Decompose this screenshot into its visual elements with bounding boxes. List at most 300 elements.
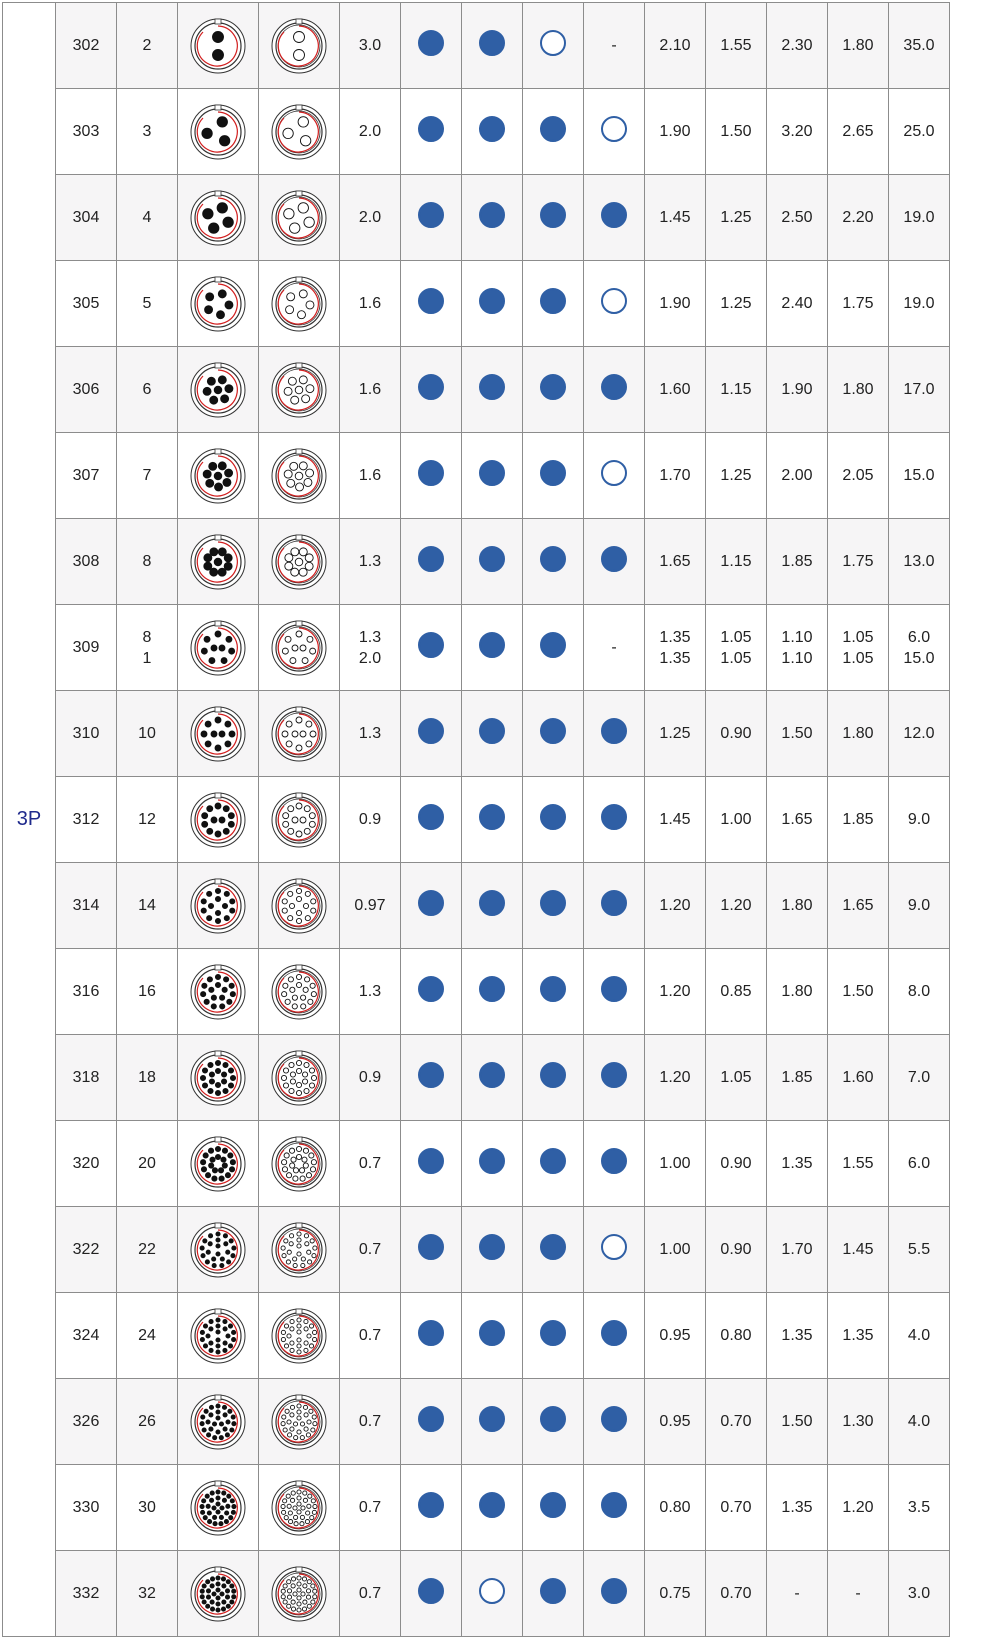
dim4-cell-value: 1.65 (842, 897, 874, 914)
male-layout-cell (178, 863, 259, 949)
contacts-cell (117, 261, 178, 347)
filled-circle-icon (479, 546, 505, 572)
table-row (3, 605, 950, 691)
table-row (3, 1207, 950, 1293)
filled-circle-icon (479, 1406, 505, 1432)
dim3-cell-value: 1.10 (781, 649, 813, 667)
dim5-cell (889, 347, 950, 433)
dim2-cell (706, 1121, 767, 1207)
dim1-cell (645, 347, 706, 433)
dim4-cell (828, 1035, 889, 1121)
dim5-cell (889, 1379, 950, 1465)
table-row (3, 347, 950, 433)
contact-size-cell-value: 0.9 (358, 811, 382, 828)
availability-cell-3 (523, 1121, 584, 1207)
dim3-cell-value: 3.20 (781, 123, 813, 140)
dim4-cell-value: 2.20 (842, 209, 874, 226)
availability-cell-2 (462, 1551, 523, 1637)
filled-circle-icon (601, 976, 627, 1002)
female-insert-icon (270, 791, 328, 849)
female-layout-cell (259, 1551, 340, 1637)
availability-cell-3 (523, 89, 584, 175)
female-insert-icon (270, 877, 328, 935)
dim5-cell-value: 12.0 (903, 725, 935, 742)
dim4-cell-value: 1.35 (842, 1327, 874, 1344)
dim1-cell (645, 1121, 706, 1207)
female-layout-cell (259, 519, 340, 605)
availability-cell-1 (401, 519, 462, 605)
dim5-cell (889, 261, 950, 347)
dim2-cell (706, 347, 767, 433)
male-layout-cell (178, 261, 259, 347)
dim5-cell-value: 13.0 (903, 553, 935, 570)
contact-size-cell (340, 605, 401, 691)
dim2-cell-value: 1.00 (720, 811, 752, 828)
female-insert-icon (270, 103, 328, 161)
female-layout-cell (259, 347, 340, 433)
availability-cell-2 (462, 175, 523, 261)
contact-size-cell (340, 949, 401, 1035)
male-layout-cell (178, 1035, 259, 1121)
model-cell (56, 519, 117, 605)
dim3-cell-value: 1.70 (781, 1241, 813, 1258)
filled-circle-icon (540, 116, 566, 142)
male-layout-cell (178, 605, 259, 691)
male-insert-icon (189, 1221, 247, 1279)
filled-circle-icon (479, 890, 505, 916)
contacts-cell-value: 2 (142, 37, 152, 54)
dim4-cell-value: 1.85 (842, 811, 874, 828)
dim2-cell-value: 0.85 (720, 983, 752, 1000)
model-cell-value: 306 (72, 381, 100, 398)
dim3-cell-value: - (794, 1585, 800, 1602)
model-cell (56, 89, 117, 175)
dim5-cell-value: 25.0 (903, 123, 935, 140)
contact-size-cell-value: 1.6 (358, 381, 382, 398)
contact-size-cell-value: 1.6 (358, 295, 382, 312)
dim2-cell-value: 0.70 (720, 1585, 752, 1602)
filled-circle-icon (601, 1578, 627, 1604)
filled-circle-icon (540, 546, 566, 572)
male-insert-icon (189, 103, 247, 161)
female-layout-cell (259, 777, 340, 863)
filled-circle-icon (418, 1148, 444, 1174)
dim3-cell (767, 519, 828, 605)
dim3-cell-value: 2.30 (781, 37, 813, 54)
availability-cell-4 (584, 691, 645, 777)
male-layout-cell (178, 1293, 259, 1379)
dim2-cell (706, 519, 767, 605)
male-layout-cell (178, 175, 259, 261)
dim3-cell (767, 261, 828, 347)
contacts-cell-value: 3 (142, 123, 152, 140)
model-cell-value: 320 (72, 1155, 100, 1172)
female-insert-icon (270, 1479, 328, 1537)
dim4-cell (828, 89, 889, 175)
contact-size-cell-value: 2.0 (358, 209, 382, 226)
availability-cell-2 (462, 605, 523, 691)
dim3-cell (767, 3, 828, 89)
contacts-cell (117, 1465, 178, 1551)
contact-size-cell-value: 1.3 (358, 628, 382, 646)
dim3-cell (767, 1121, 828, 1207)
dim3-cell (767, 691, 828, 777)
filled-circle-icon (418, 1492, 444, 1518)
filled-circle-icon (601, 202, 627, 228)
dim5-cell-value: 17.0 (903, 381, 935, 398)
availability-cell-4 (584, 863, 645, 949)
availability-cell-2 (462, 777, 523, 863)
filled-circle-icon (540, 1406, 566, 1432)
table-row (3, 1035, 950, 1121)
filled-circle-icon (479, 1320, 505, 1346)
female-insert-icon (270, 275, 328, 333)
dim4-cell-value: 1.75 (842, 295, 874, 312)
model-cell-value: 316 (72, 983, 100, 1000)
dim4-cell (828, 261, 889, 347)
dim1-cell (645, 175, 706, 261)
dim4-cell-value: 1.80 (842, 725, 874, 742)
dim5-cell-value: 6.0 (907, 1155, 931, 1172)
dim2-cell (706, 3, 767, 89)
contact-size-cell (340, 89, 401, 175)
model-cell (56, 1035, 117, 1121)
availability-cell-4 (584, 1379, 645, 1465)
dim1-cell-value: 1.20 (659, 1069, 691, 1086)
dim4-cell (828, 433, 889, 519)
dim5-cell (889, 1551, 950, 1637)
dim2-cell-value: 1.25 (720, 467, 752, 484)
dim1-cell-value: 1.45 (659, 209, 691, 226)
filled-circle-icon (479, 288, 505, 314)
model-cell-value: 324 (72, 1327, 100, 1344)
availability-cell-3 (523, 433, 584, 519)
table-row (3, 519, 950, 605)
availability-cell-4 (584, 175, 645, 261)
model-cell (56, 1465, 117, 1551)
dim2-cell (706, 691, 767, 777)
contact-size-cell (340, 691, 401, 777)
table-row (3, 1293, 950, 1379)
contact-size-cell-value: 0.7 (358, 1327, 382, 1344)
contact-size-cell (340, 1035, 401, 1121)
dim4-cell-value: 1.80 (842, 37, 874, 54)
dim4-cell-value: 1.75 (842, 553, 874, 570)
contact-size-cell (340, 1293, 401, 1379)
availability-cell-1 (401, 605, 462, 691)
availability-cell-2 (462, 1207, 523, 1293)
filled-circle-icon (601, 374, 627, 400)
dim2-cell-value: 1.05 (720, 649, 752, 667)
dim1-cell (645, 777, 706, 863)
dim1-cell (645, 1379, 706, 1465)
contacts-cell (117, 605, 178, 691)
contacts-cell-value: 24 (138, 1327, 156, 1344)
contact-size-cell (340, 1121, 401, 1207)
contact-size-cell (340, 1551, 401, 1637)
dim5-cell-value: 4.0 (907, 1413, 931, 1430)
male-insert-icon (189, 447, 247, 505)
availability-cell-1 (401, 347, 462, 433)
filled-circle-icon (418, 202, 444, 228)
female-layout-cell (259, 261, 340, 347)
model-cell-value: 309 (72, 639, 100, 656)
contacts-cell (117, 1207, 178, 1293)
model-cell-value: 314 (72, 897, 100, 914)
model-cell-value: 305 (72, 295, 100, 312)
filled-circle-icon (418, 30, 444, 56)
female-layout-cell (259, 1293, 340, 1379)
contact-size-cell-value: 0.9 (358, 1069, 382, 1086)
model-cell (56, 1207, 117, 1293)
male-insert-icon (189, 619, 247, 677)
contacts-cell (117, 1035, 178, 1121)
availability-cell-1 (401, 863, 462, 949)
contact-size-cell (340, 433, 401, 519)
contacts-cell (117, 519, 178, 605)
female-layout-cell (259, 1207, 340, 1293)
dim5-cell (889, 1293, 950, 1379)
availability-cell-4 (584, 261, 645, 347)
female-layout-cell (259, 1121, 340, 1207)
table-row (3, 433, 950, 519)
availability-cell-3 (523, 691, 584, 777)
model-cell-value: 308 (72, 553, 100, 570)
dim1-cell-value: 1.90 (659, 123, 691, 140)
dim2-cell (706, 1207, 767, 1293)
dim5-cell-value: 8.0 (907, 983, 931, 1000)
male-insert-icon (189, 1307, 247, 1365)
dim5-cell (889, 605, 950, 691)
dim5-cell-value: 3.5 (907, 1499, 931, 1516)
dim4-cell-value: 2.65 (842, 123, 874, 140)
dim1-cell-value: 1.70 (659, 467, 691, 484)
contacts-cell (117, 89, 178, 175)
contacts-cell (117, 433, 178, 519)
availability-cell-2 (462, 1035, 523, 1121)
availability-cell-4 (584, 3, 645, 89)
filled-circle-icon (540, 804, 566, 830)
male-insert-icon (189, 705, 247, 763)
dim4-cell-value: 2.05 (842, 467, 874, 484)
dim4-cell (828, 1465, 889, 1551)
male-insert-icon (189, 1479, 247, 1537)
dim4-cell-value: 1.45 (842, 1241, 874, 1258)
dim5-cell-value: 5.5 (907, 1241, 931, 1258)
dim1-cell-value: 0.75 (659, 1585, 691, 1602)
availability-cell-4 (584, 519, 645, 605)
table-row (3, 691, 950, 777)
contact-size-cell (340, 347, 401, 433)
filled-circle-icon (540, 1234, 566, 1260)
dim1-cell (645, 1551, 706, 1637)
model-cell-value: 304 (72, 209, 100, 226)
table-row (3, 1121, 950, 1207)
filled-circle-icon (540, 1148, 566, 1174)
model-cell-value: 322 (72, 1241, 100, 1258)
dim5-cell (889, 949, 950, 1035)
contacts-cell-value: 4 (142, 209, 152, 226)
dim5-cell-value: 3.0 (907, 1585, 931, 1602)
female-layout-cell (259, 433, 340, 519)
contact-size-cell-value: 1.6 (358, 467, 382, 484)
filled-circle-icon (418, 374, 444, 400)
contacts-cell-value: 8 (142, 628, 152, 646)
dim2-cell (706, 1465, 767, 1551)
model-cell (56, 433, 117, 519)
model-cell-value: 330 (72, 1499, 100, 1516)
contact-size-cell-value: 0.7 (358, 1155, 382, 1172)
filled-circle-icon (540, 460, 566, 486)
dim5-cell-value: 15.0 (903, 467, 935, 484)
contact-size-cell (340, 1465, 401, 1551)
dim1-cell (645, 261, 706, 347)
dim5-cell (889, 519, 950, 605)
dim3-cell-value: 2.40 (781, 295, 813, 312)
dim4-cell (828, 347, 889, 433)
availability-cell-1 (401, 175, 462, 261)
male-layout-cell (178, 1379, 259, 1465)
dim1-cell-value: 1.90 (659, 295, 691, 312)
dim1-cell (645, 519, 706, 605)
dim3-cell (767, 777, 828, 863)
female-layout-cell (259, 1035, 340, 1121)
dim2-cell-value: 1.50 (720, 123, 752, 140)
female-layout-cell (259, 863, 340, 949)
dim2-cell (706, 605, 767, 691)
contacts-cell (117, 777, 178, 863)
dim4-cell-value: 1.30 (842, 1413, 874, 1430)
availability-cell-4 (584, 605, 645, 691)
dim2-cell-value: 1.25 (720, 209, 752, 226)
filled-circle-icon (479, 718, 505, 744)
dim2-cell-value: 1.20 (720, 897, 752, 914)
male-insert-icon (189, 275, 247, 333)
availability-cell-1 (401, 261, 462, 347)
female-insert-icon (270, 1393, 328, 1451)
dim2-cell (706, 1293, 767, 1379)
contact-size-cell-value: 0.97 (354, 897, 386, 914)
filled-circle-icon (540, 202, 566, 228)
dim5-cell (889, 1465, 950, 1551)
filled-circle-icon (540, 1492, 566, 1518)
contact-size-cell (340, 175, 401, 261)
filled-circle-icon (479, 202, 505, 228)
dim1-cell (645, 89, 706, 175)
dim3-cell-value: 1.90 (781, 381, 813, 398)
availability-cell-4 (584, 949, 645, 1035)
contact-size-cell (340, 3, 401, 89)
dim1-cell-value: 1.65 (659, 553, 691, 570)
male-insert-icon (189, 533, 247, 591)
table-row (3, 89, 950, 175)
dim5-cell-value: 9.0 (907, 897, 931, 914)
contacts-cell-value: 20 (138, 1155, 156, 1172)
dim2-cell (706, 1379, 767, 1465)
dim3-cell (767, 1293, 828, 1379)
model-cell-value: 310 (72, 725, 100, 742)
availability-cell-1 (401, 777, 462, 863)
male-layout-cell (178, 3, 259, 89)
table-row (3, 863, 950, 949)
contacts-cell-value: 10 (138, 725, 156, 742)
filled-circle-icon (479, 460, 505, 486)
availability-cell-2 (462, 3, 523, 89)
dim2-cell (706, 1035, 767, 1121)
availability-cell-1 (401, 1207, 462, 1293)
filled-circle-icon (479, 976, 505, 1002)
table-row (3, 175, 950, 261)
contact-size-cell (340, 863, 401, 949)
availability-cell-3 (523, 605, 584, 691)
filled-circle-icon (540, 890, 566, 916)
availability-cell-3 (523, 519, 584, 605)
filled-circle-icon (479, 632, 505, 658)
filled-circle-icon (418, 1320, 444, 1346)
contacts-cell-value: 18 (138, 1069, 156, 1086)
male-layout-cell (178, 433, 259, 519)
open-circle-icon (601, 460, 627, 486)
male-insert-icon (189, 791, 247, 849)
contacts-cell-value: 26 (138, 1413, 156, 1430)
female-insert-icon (270, 17, 328, 75)
model-cell (56, 777, 117, 863)
female-insert-icon (270, 447, 328, 505)
dim4-cell (828, 949, 889, 1035)
dim3-cell-value: 1.80 (781, 897, 813, 914)
dim3-cell (767, 863, 828, 949)
model-cell (56, 691, 117, 777)
availability-cell-3 (523, 261, 584, 347)
dim3-cell-value: 1.50 (781, 725, 813, 742)
contact-size-cell-value: 2.0 (358, 649, 382, 667)
dim2-cell (706, 949, 767, 1035)
dim5-cell (889, 3, 950, 89)
availability-cell-3 (523, 347, 584, 433)
open-circle-icon (479, 1578, 505, 1604)
dim5-cell (889, 89, 950, 175)
availability-cell-4 (584, 1121, 645, 1207)
contact-size-cell-value: 0.7 (358, 1241, 382, 1258)
dim4-cell-value: 1.55 (842, 1155, 874, 1172)
dim1-cell (645, 433, 706, 519)
availability-cell-2 (462, 1465, 523, 1551)
filled-circle-icon (479, 1234, 505, 1260)
dim2-cell (706, 175, 767, 261)
dim3-cell-value: 2.50 (781, 209, 813, 226)
male-layout-cell (178, 1121, 259, 1207)
availability-cell-2 (462, 347, 523, 433)
dim1-cell-value: 0.95 (659, 1327, 691, 1344)
dim4-cell-value: 1.20 (842, 1499, 874, 1516)
availability-cell-1 (401, 1379, 462, 1465)
dim4-cell (828, 777, 889, 863)
model-cell-value: 312 (72, 811, 100, 828)
male-layout-cell (178, 347, 259, 433)
contact-size-cell-value: 1.3 (358, 725, 382, 742)
dim1-cell (645, 863, 706, 949)
dim3-cell-value: 1.85 (781, 1069, 813, 1086)
filled-circle-icon (540, 718, 566, 744)
availability-cell-3 (523, 1035, 584, 1121)
contact-size-cell-value: 1.3 (358, 553, 382, 570)
availability-cell-3 (523, 1207, 584, 1293)
filled-circle-icon (540, 288, 566, 314)
contacts-cell (117, 1551, 178, 1637)
dim4-cell-value: - (855, 1585, 861, 1602)
female-layout-cell (259, 949, 340, 1035)
dim5-cell (889, 1207, 950, 1293)
